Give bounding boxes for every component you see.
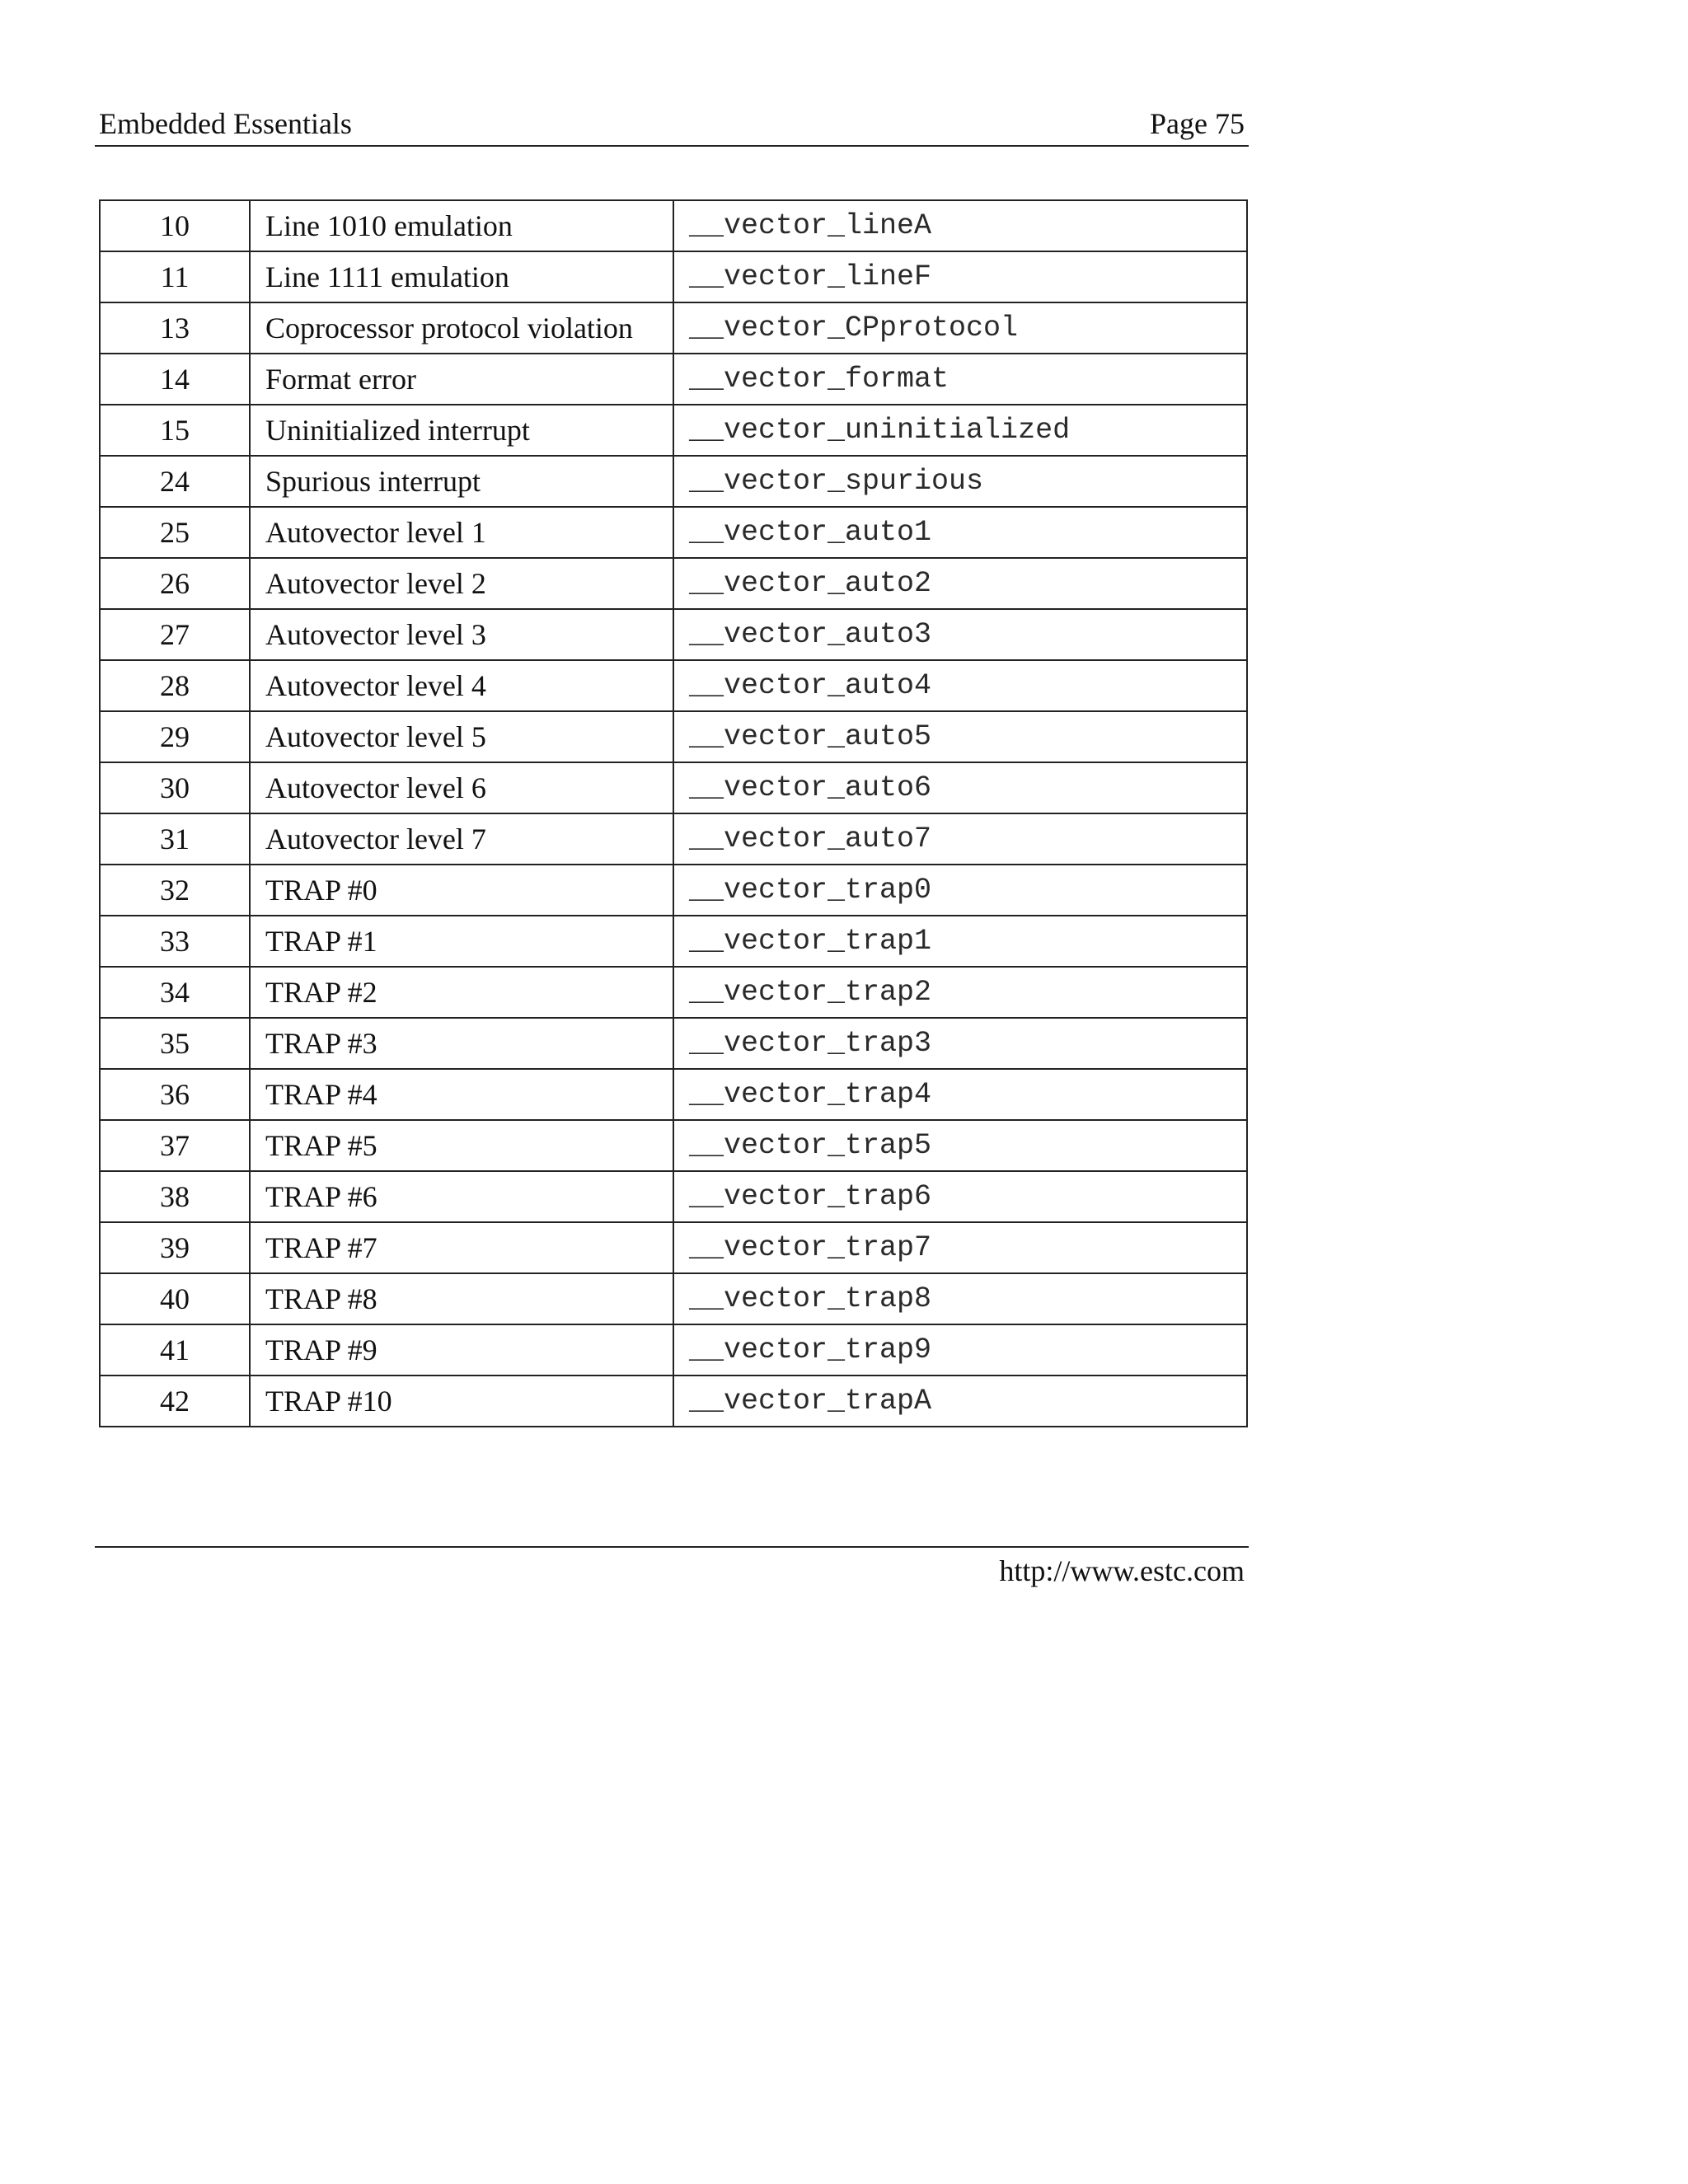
table-row: [100, 762, 1247, 813]
table-row: [100, 1222, 1247, 1273]
vector-number-cell: 41: [100, 1324, 250, 1376]
vector-description-cell: TRAP #9: [250, 1324, 673, 1376]
vector-number-cell: 24: [100, 456, 250, 507]
vector-symbol-cell: __vector_trap6: [673, 1171, 1247, 1222]
vector-description-cell: Autovector level 3: [250, 609, 673, 660]
vector-number-cell: 11: [100, 251, 250, 302]
vector-symbol-cell: __vector_lineF: [673, 251, 1247, 302]
vector-symbol-cell: __vector_auto6: [673, 762, 1247, 813]
vector-number-cell: 40: [100, 1273, 250, 1324]
table-row: [100, 507, 1247, 558]
vector-description-cell: Autovector level 1: [250, 507, 673, 558]
vector-number-cell: 37: [100, 1120, 250, 1171]
vector-number-cell: 42: [100, 1376, 250, 1427]
table-row: [100, 1069, 1247, 1120]
table-row: [100, 456, 1247, 507]
vector-description-cell: TRAP #0: [250, 865, 673, 916]
vector-symbol-cell: __vector_auto7: [673, 813, 1247, 865]
vector-symbol-cell: __vector_auto2: [673, 558, 1247, 609]
table-row: [100, 660, 1247, 711]
footer-url: http://www.estc.com: [999, 1554, 1245, 1587]
vector-number-cell: 10: [100, 200, 250, 251]
vector-description-cell: Autovector level 5: [250, 711, 673, 762]
vector-number-cell: 34: [100, 967, 250, 1018]
vector-description-cell: TRAP #7: [250, 1222, 673, 1273]
vector-number-cell: 27: [100, 609, 250, 660]
vector-number-cell: 28: [100, 660, 250, 711]
vector-number-cell: 39: [100, 1222, 250, 1273]
vector-description-cell: Autovector level 2: [250, 558, 673, 609]
vector-number-cell: 29: [100, 711, 250, 762]
vector-symbol-cell: __vector_trap4: [673, 1069, 1247, 1120]
table-row: [100, 200, 1247, 251]
vector-symbol-cell: __vector_trap0: [673, 865, 1247, 916]
table-row: [100, 302, 1247, 354]
table-row: [100, 1120, 1247, 1171]
vector-symbol-cell: __vector_trap2: [673, 967, 1247, 1018]
table-row: [100, 967, 1247, 1018]
table-row: [100, 609, 1247, 660]
table-row: [100, 711, 1247, 762]
vector-symbol-cell: __vector_trap3: [673, 1018, 1247, 1069]
vector-symbol-cell: __vector_lineA: [673, 200, 1247, 251]
vector-description-cell: Autovector level 6: [250, 762, 673, 813]
vector-symbol-cell: __vector_auto3: [673, 609, 1247, 660]
table-row: [100, 354, 1247, 405]
table-row: [100, 558, 1247, 609]
vector-symbol-cell: __vector_spurious: [673, 456, 1247, 507]
vector-number-cell: 30: [100, 762, 250, 813]
vector-description-cell: TRAP #8: [250, 1273, 673, 1324]
vector-table: [99, 199, 1248, 1427]
table-row: [100, 1171, 1247, 1222]
vector-number-cell: 31: [100, 813, 250, 865]
table-row: [100, 813, 1247, 865]
page-header: [95, 105, 1249, 147]
vector-description-cell: Uninitialized interrupt: [250, 405, 673, 456]
vector-symbol-cell: __vector_trap5: [673, 1120, 1247, 1171]
vector-symbol-cell: __vector_trap1: [673, 916, 1247, 967]
vector-symbol-cell: __vector_trap8: [673, 1273, 1247, 1324]
vector-table-body: [100, 200, 1247, 1427]
vector-symbol-cell: __vector_trap9: [673, 1324, 1247, 1376]
vector-description-cell: TRAP #2: [250, 967, 673, 1018]
vector-number-cell: 25: [100, 507, 250, 558]
vector-symbol-cell: __vector_auto1: [673, 507, 1247, 558]
vector-symbol-cell: __vector_trap7: [673, 1222, 1247, 1273]
table-row: [100, 916, 1247, 967]
vector-description-cell: Format error: [250, 354, 673, 405]
page-number: Page 75: [1150, 107, 1245, 140]
vector-symbol-cell: __vector_auto5: [673, 711, 1247, 762]
table-row: [100, 1273, 1247, 1324]
table-row: [100, 405, 1247, 456]
table-row: [100, 1018, 1247, 1069]
table-row: [100, 865, 1247, 916]
vector-number-cell: 36: [100, 1069, 250, 1120]
vector-symbol-cell: __vector_auto4: [673, 660, 1247, 711]
vector-description-cell: TRAP #6: [250, 1171, 673, 1222]
vector-description-cell: TRAP #10: [250, 1376, 673, 1427]
vector-symbol-cell: __vector_uninitialized: [673, 405, 1247, 456]
vector-number-cell: 15: [100, 405, 250, 456]
vector-symbol-cell: __vector_format: [673, 354, 1247, 405]
vector-symbol-cell: __vector_trapA: [673, 1376, 1247, 1427]
vector-description-cell: TRAP #4: [250, 1069, 673, 1120]
vector-description-cell: Line 1010 emulation: [250, 200, 673, 251]
document-title: Embedded Essentials: [99, 107, 352, 140]
vector-description-cell: Spurious interrupt: [250, 456, 673, 507]
vector-number-cell: 35: [100, 1018, 250, 1069]
vector-description-cell: TRAP #5: [250, 1120, 673, 1171]
page-footer: [95, 1546, 1249, 1597]
vector-number-cell: 32: [100, 865, 250, 916]
vector-description-cell: TRAP #1: [250, 916, 673, 967]
vector-description-cell: Autovector level 4: [250, 660, 673, 711]
table-row: [100, 1324, 1247, 1376]
vector-description-cell: Coprocessor protocol violation: [250, 302, 673, 354]
vector-description-cell: TRAP #3: [250, 1018, 673, 1069]
vector-symbol-cell: __vector_CPprotocol: [673, 302, 1247, 354]
table-row: [100, 251, 1247, 302]
table-row: [100, 1376, 1247, 1427]
vector-number-cell: 26: [100, 558, 250, 609]
vector-number-cell: 33: [100, 916, 250, 967]
vector-number-cell: 14: [100, 354, 250, 405]
vector-number-cell: 13: [100, 302, 250, 354]
vector-number-cell: 38: [100, 1171, 250, 1222]
vector-description-cell: Line 1111 emulation: [250, 251, 673, 302]
vector-description-cell: Autovector level 7: [250, 813, 673, 865]
